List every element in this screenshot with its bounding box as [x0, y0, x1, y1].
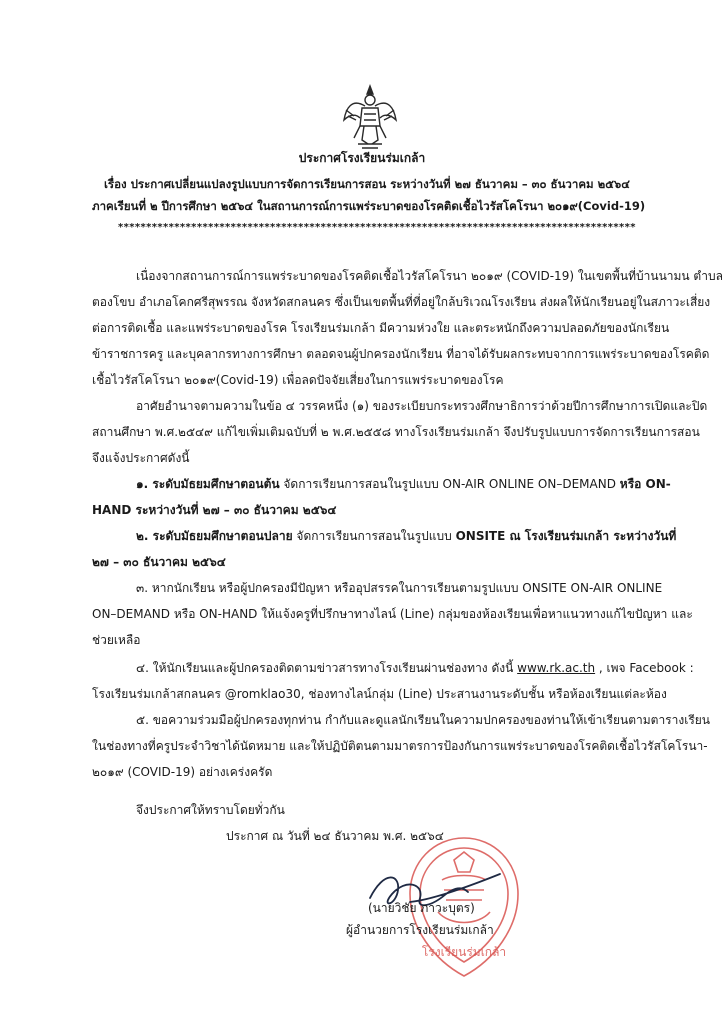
school-website-link[interactable]: www.rk.ac.th — [517, 661, 596, 675]
item-2-line — [136, 528, 676, 544]
subject-line-1: เรื่อง ประกาศเปลี่ยนแปลงรูปแบบการจัดการเรียนการสอน ระหว่างวันที่ ๒๗ ธันวาคม – ๓๐ ธันวาคม ๒๕๖๔ — [104, 177, 630, 191]
paragraph-1-line: ต่อการติดเชื้อ และแพร่ระบาดของโรค โรงเรียนร่มเกล้า มีความห่วงใย และตระหนักถึงความปลอดภัยของนักเรียน — [92, 321, 670, 335]
item-1-text: จัดการเรียนการสอนในรูปแบบ ON-AIR ONLINE ON–DEMAND — [279, 477, 620, 491]
item-3-line: ๓. หากนักเรียน หรือผู้ปกครองมีปัญหา หรืออุปสรรคในการเรียนตามรูปแบบ ONSITE ON-AIR ONLINE — [136, 581, 663, 595]
item-4-line — [136, 660, 694, 676]
item-5-line: ๕. ขอความร่วมมือผู้ปกครองทุกท่าน กำกับและดูแลนักเรียนในความปกครองของท่านให้เข้าเรียนตามตารางเรียน — [136, 713, 711, 727]
closing-announcement: จึงประกาศให้ทราบโดยทั่วกัน — [136, 803, 285, 817]
subject-line-2: ภาคเรียนที่ ๒ ปีการศึกษา ๒๕๖๔ ในสถานการณ์การแพร่ระบาดของโรคติดเชื้อไวรัสโคโรนา ๒๐๑๙(Covid-19) — [92, 199, 646, 213]
paragraph-2-line: อาศัยอำนาจตามความในข้อ ๔ วรรคหนึ่ง (๑) ของระเบียบกระทรวงศึกษาธิการว่าด้วยปีการศึกษาการเปิดและปิด — [136, 399, 708, 413]
garuda-emblem-icon — [340, 80, 400, 152]
item-1-line-2: HAND ระหว่างวันที่ ๒๗ – ๓๐ ธันวาคม ๒๕๖๔ — [92, 503, 337, 517]
item-3-line: ON–DEMAND หรือ ON-HAND ให้แจ้งครูที่ปรึกษาทางไลน์ (Line) กลุ่มของห้องเรียนเพื่อหาแนวทางแก้ไขปัญหา และ — [92, 607, 693, 621]
announcement-date: ประกาศ ณ วันที่ ๒๔ ธันวาคม พ.ศ. ๒๕๖๔ — [226, 829, 444, 843]
item-1-line — [136, 476, 671, 492]
item-2-level: ๒. ระดับมัธยมศึกษาตอนปลาย — [136, 529, 293, 543]
item-2-tail: ONSITE ณ โรงเรียนร่มเกล้า ระหว่างวันที่ — [455, 529, 677, 543]
item-2-text: จัดการเรียนการสอนในรูปแบบ — [292, 529, 456, 543]
item-4-text: ๔. ให้นักเรียนและผู้ปกครองติดตามข่าวสารทางโรงเรียนผ่านช่องทาง ดังนี้ — [136, 661, 518, 675]
item-1-tail: หรือ ON- — [619, 477, 671, 491]
item-4-facebook: , เพจ Facebook : — [595, 661, 694, 675]
stamp-text: โรงเรียนร่มเกล้า — [421, 945, 507, 959]
paragraph-1-line: ข้าราชการครู และบุคลากรทางการศึกษา ตลอดจนผู้ปกครองนักเรียน ที่อาจได้รับผลกระทบจากการแพร่ระบาดของโรคติด — [92, 347, 710, 361]
document-heading: ประกาศโรงเรียนร่มเกล้า — [298, 151, 426, 165]
paragraph-1-line: เชื้อไวรัสโคโรนา ๒๐๑๙(Covid-19) เพื่อลดปัจจัยเสี่ยงในการแพร่ระบาดของโรค — [92, 373, 504, 387]
paragraph-2-line: สถานศึกษา พ.ศ.๒๕๔๙ แก้ไขเพิ่มเติมฉบับที่ ๒ พ.ศ.๒๕๕๘ ทางโรงเรียนร่มเกล้า จึงปรับรูปแบบการจัดการเรียนการสอน — [92, 425, 700, 439]
separator-line: ******************************************************************************************** — [118, 222, 636, 233]
item-2-line-2: ๒๗ – ๓๐ ธันวาคม ๒๕๖๔ — [92, 555, 226, 569]
signer-title: ผู้อำนวยการโรงเรียนร่มเกล้า — [346, 923, 494, 937]
paragraph-1-line: ตองโขบ อำเภอโคกศรีสุพรรณ จังหวัดสกลนคร ซึ่งเป็นเขตพื้นที่ที่อยู่ใกล้บริเวณโรงเรียน ส่งผลให้นักเรียนอยู่ในสภาวะเสี่ยง — [92, 295, 711, 309]
item-1-level: ๑. ระดับมัธยมศึกษาตอนต้น — [136, 477, 280, 491]
item-5-line: ๒๐๑๙ (COVID-19) อย่างเคร่งครัด — [92, 765, 273, 779]
item-4-line-2: โรงเรียนร่มเกล้าสกลนคร @romklao30, ช่องทางไลน์กลุ่ม (Line) ประสานงานระดับชั้น หรือห้องเรียนแต่ละห้อง — [92, 687, 667, 701]
paragraph-2-line: จึงแจ้งประกาศดังนี้ — [92, 451, 190, 465]
signer-name: (นายวิชัย ภาวะบุตร) — [368, 901, 475, 915]
handwritten-signature — [350, 850, 510, 930]
paragraph-1-line: เนื่องจากสถานการณ์การแพร่ระบาดของโรคติดเชื้อไวรัสโคโรนา ๒๐๑๙ (COVID-19) ในเขตพื้นที่บ้านนามน ตำบล — [136, 269, 723, 283]
item-5-line: ในช่องทางที่ครูประจำวิชาได้นัดหมาย และให้ปฏิบัติตนตามมาตรการป้องกันการแพร่ระบาดของโรคติดเชื้อไวรัสโคโรนา- — [92, 739, 708, 753]
item-3-line: ช่วยเหลือ — [92, 633, 141, 647]
